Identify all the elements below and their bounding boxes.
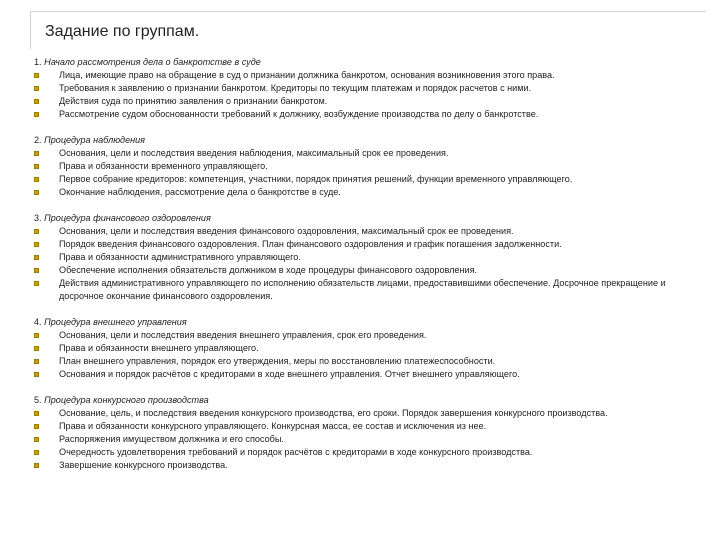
square-bullet-icon [34,411,39,416]
list-item-text: Основания и порядок расчётов с кредиторами в ходе внешнего управления. Отчет внешнего управляющего. [59,369,520,379]
list-item [34,446,710,459]
slide-title: Задание по группам. [45,23,200,40]
list-item-text: Очередность удовлетворения требований и порядок расчётов с кредиторами в ходе конкурсного производства. [59,447,533,457]
list-item-text: Права и обязанности конкурсного управляющего. Конкурсная масса, ее состав и исключения из нее. [59,421,487,431]
section-number: 3. [34,213,42,223]
section-2 [34,134,710,199]
list-item [34,95,710,108]
square-bullet-icon [34,437,39,442]
list-item [34,407,710,420]
section-heading [34,316,710,329]
list-item [34,329,710,342]
list-item [34,173,710,186]
section-heading [34,394,710,407]
square-bullet-icon [34,450,39,455]
section-3 [34,212,710,303]
list-item-text: Основания, цели и последствия введения наблюдения, максимальный срок ее проведения. [59,148,449,158]
square-bullet-icon [34,177,39,182]
list-item-text: Основания, цели и последствия введения внешнего управления, срок его проведения. [59,330,427,340]
section-heading-text: Начало рассмотрения дела о банкротстве в суде [44,57,261,67]
list-item-text: Требования к заявлению о признании банкротом. Кредиторы по текущим платежам и порядок расчетов с ними. [59,83,532,93]
list-item [34,108,710,121]
list-item [34,160,710,173]
list-item-text: Окончание наблюдения, рассмотрение дела о банкротстве в суде. [59,187,341,197]
list-item-text: Обеспечение исполнения обязательств должником в ходе процедуры финансового оздоровления. [59,265,478,275]
square-bullet-icon [34,190,39,195]
section-number: 2. [34,135,42,145]
square-bullet-icon [34,281,39,286]
list-item-text: Действия административного управляющего по исполнению обязательств лицами, предоставившими обеспечение. Досрочное прекращение и досрочное окончание финансового оздоровления. [59,278,666,301]
list-item-text: План внешнего управления, порядок его утверждения, меры по восстановлению платежеспособности. [59,356,496,366]
list-item [34,264,710,277]
list-item-text: Порядок введения финансового оздоровления. План финансового оздоровления и график погашения задолженности. [59,239,562,249]
slide-top-rule [30,11,706,12]
list-item [34,186,710,199]
section-heading-text: Процедура внешнего управления [44,317,187,327]
list-item-text: Права и обязанности внешнего управляющего. [59,343,259,353]
list-item [34,368,710,381]
bullet-list [34,225,710,303]
list-item [34,251,710,264]
bullet-list [34,69,710,121]
square-bullet-icon [34,86,39,91]
list-item-text: Рассмотрение судом обоснованности требований к должнику, возбуждение производства по делу о банкротстве. [59,109,539,119]
square-bullet-icon [34,268,39,273]
slide-left-rule [30,11,31,49]
list-item [34,342,710,355]
list-item [34,82,710,95]
list-item [34,459,710,472]
square-bullet-icon [34,424,39,429]
task-content [34,56,710,485]
section-heading [34,56,710,69]
list-item-text: Права и обязанности временного управляющего. [59,161,268,171]
square-bullet-icon [34,359,39,364]
square-bullet-icon [34,151,39,156]
bullet-list [34,147,710,199]
square-bullet-icon [34,99,39,104]
section-heading-text: Процедура наблюдения [44,135,146,145]
square-bullet-icon [34,333,39,338]
section-number: 4. [34,317,42,327]
section-5 [34,394,710,472]
list-item-text: Действия суда по принятию заявления о признании банкротом. [59,96,328,106]
list-item-text: Лица, имеющие право на обращение в суд о признании должника банкротом, основания возникновения этого права. [59,70,555,80]
section-1 [34,56,710,121]
section-number: 1. [34,57,42,67]
list-item-text: Права и обязанности административного управляющего. [59,252,301,262]
square-bullet-icon [34,112,39,117]
list-item-text: Основание, цель, и последствия введения конкурсного производства, его сроки. Порядок завершения конкурсного производства. [59,408,608,418]
square-bullet-icon [34,463,39,468]
list-item [34,225,710,238]
list-item-text: Завершение конкурсного производства. [59,460,228,470]
section-heading [34,212,710,225]
section-number: 5. [34,395,42,405]
section-heading-text: Процедура конкурсного производства [44,395,209,405]
list-item [34,420,710,433]
list-item [34,147,710,160]
square-bullet-icon [34,255,39,260]
square-bullet-icon [34,242,39,247]
square-bullet-icon [34,73,39,78]
section-heading-text: Процедура финансового оздоровления [44,213,211,223]
square-bullet-icon [34,164,39,169]
list-item [34,69,710,82]
list-item [34,355,710,368]
bullet-list [34,407,710,472]
section-4 [34,316,710,381]
list-item [34,433,710,446]
list-item-text: Основания, цели и последствия введения финансового оздоровления, максимальный срок ее проведения. [59,226,514,236]
list-item [34,238,710,251]
list-item [34,277,710,303]
bullet-list [34,329,710,381]
square-bullet-icon [34,346,39,351]
square-bullet-icon [34,229,39,234]
list-item-text: Распоряжения имуществом должника и его способы. [59,434,284,444]
square-bullet-icon [34,372,39,377]
section-heading [34,134,710,147]
list-item-text: Первое собрание кредиторов: компетенция, участники, порядок принятия решений, функции временного управляющего. [59,174,573,184]
